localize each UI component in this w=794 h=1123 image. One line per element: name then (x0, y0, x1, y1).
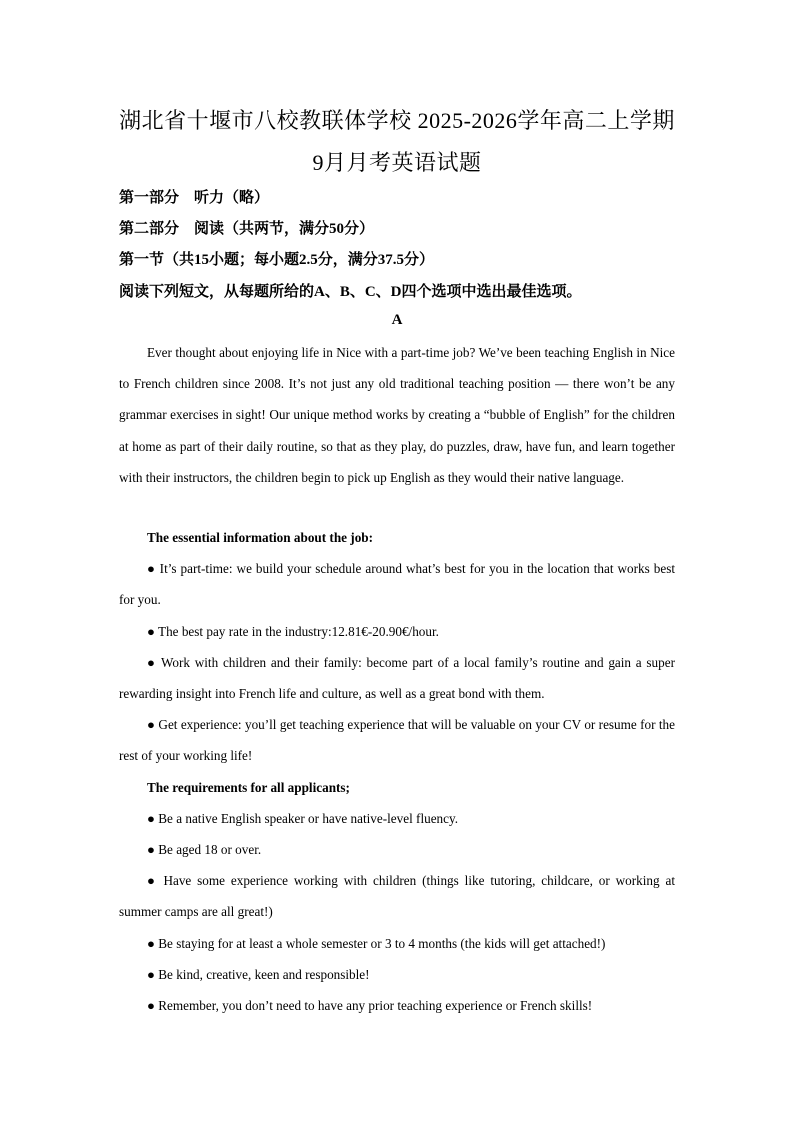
essential-item: ● Work with children and their family: become part of a local family’s routine and gain a super rewarding insight into French life and culture, as well as a great bond with them. (119, 655, 675, 702)
requirement-item: ● Remember, you don’t need to have any prior teaching experience or French skills! (147, 998, 593, 1013)
exam-title-line1: 湖北省十堰市八校教联体学校 2025-2026学年高二上学期 (119, 108, 675, 133)
requirement-item: ● Be aged 18 or over. (147, 842, 262, 857)
essential-item: ● Get experience: you’ll get teaching experience that will be valuable on your CV or resume for the rest of your working life! (119, 717, 675, 764)
essential-item: ● The best pay rate in the industry:12.81€-20.90€/hour. (147, 624, 439, 639)
exam-title-line2: 9月月考英语试题 (312, 150, 482, 175)
requirement-item: ● Be staying for at least a whole semester or 3 to 4 months (the kids will get attached!) (147, 936, 606, 951)
requirements-heading: The requirements for all applicants; (147, 780, 350, 795)
passage-intro: Ever thought about enjoying life in Nice with a part-time job? We’ve been teaching English in Nice to French children since 2008. It’s not just any old traditional teaching position — there won’t be any grammar exercises in sight! Our unique method works by creating a “bubble of English” for the children at home as part of their daily routine, so that as they play, do puzzles, draw, have fun, and learn together with their instructors, the children begin to pick up English as they would their native language. (119, 345, 675, 485)
requirement-item: ● Be a native English speaker or have native-level fluency. (147, 811, 459, 826)
essential-item: ● It’s part-time: we build your schedule around what’s best for you in the location that works best for you. (119, 561, 675, 608)
passage-letter: A (391, 312, 403, 328)
requirement-item: ● Have some experience working with children (things like tutoring, childcare, or working at summer camps are all great!) (119, 873, 675, 920)
part2-heading: 第二部分 阅读（共两节，满分50分） (119, 221, 375, 237)
section1-heading: 第一节（共15小题；每小题2.5分，满分37.5分） (119, 252, 435, 268)
part1-heading: 第一部分 听力（略） (119, 190, 270, 206)
instruction-text: 阅读下列短文，从每题所给的A、B、C、D四个选项中选出最佳选项。 (119, 284, 582, 300)
requirement-item: ● Be kind, creative, keen and responsible! (147, 967, 370, 982)
essential-info-heading: The essential information about the job: (147, 530, 374, 545)
